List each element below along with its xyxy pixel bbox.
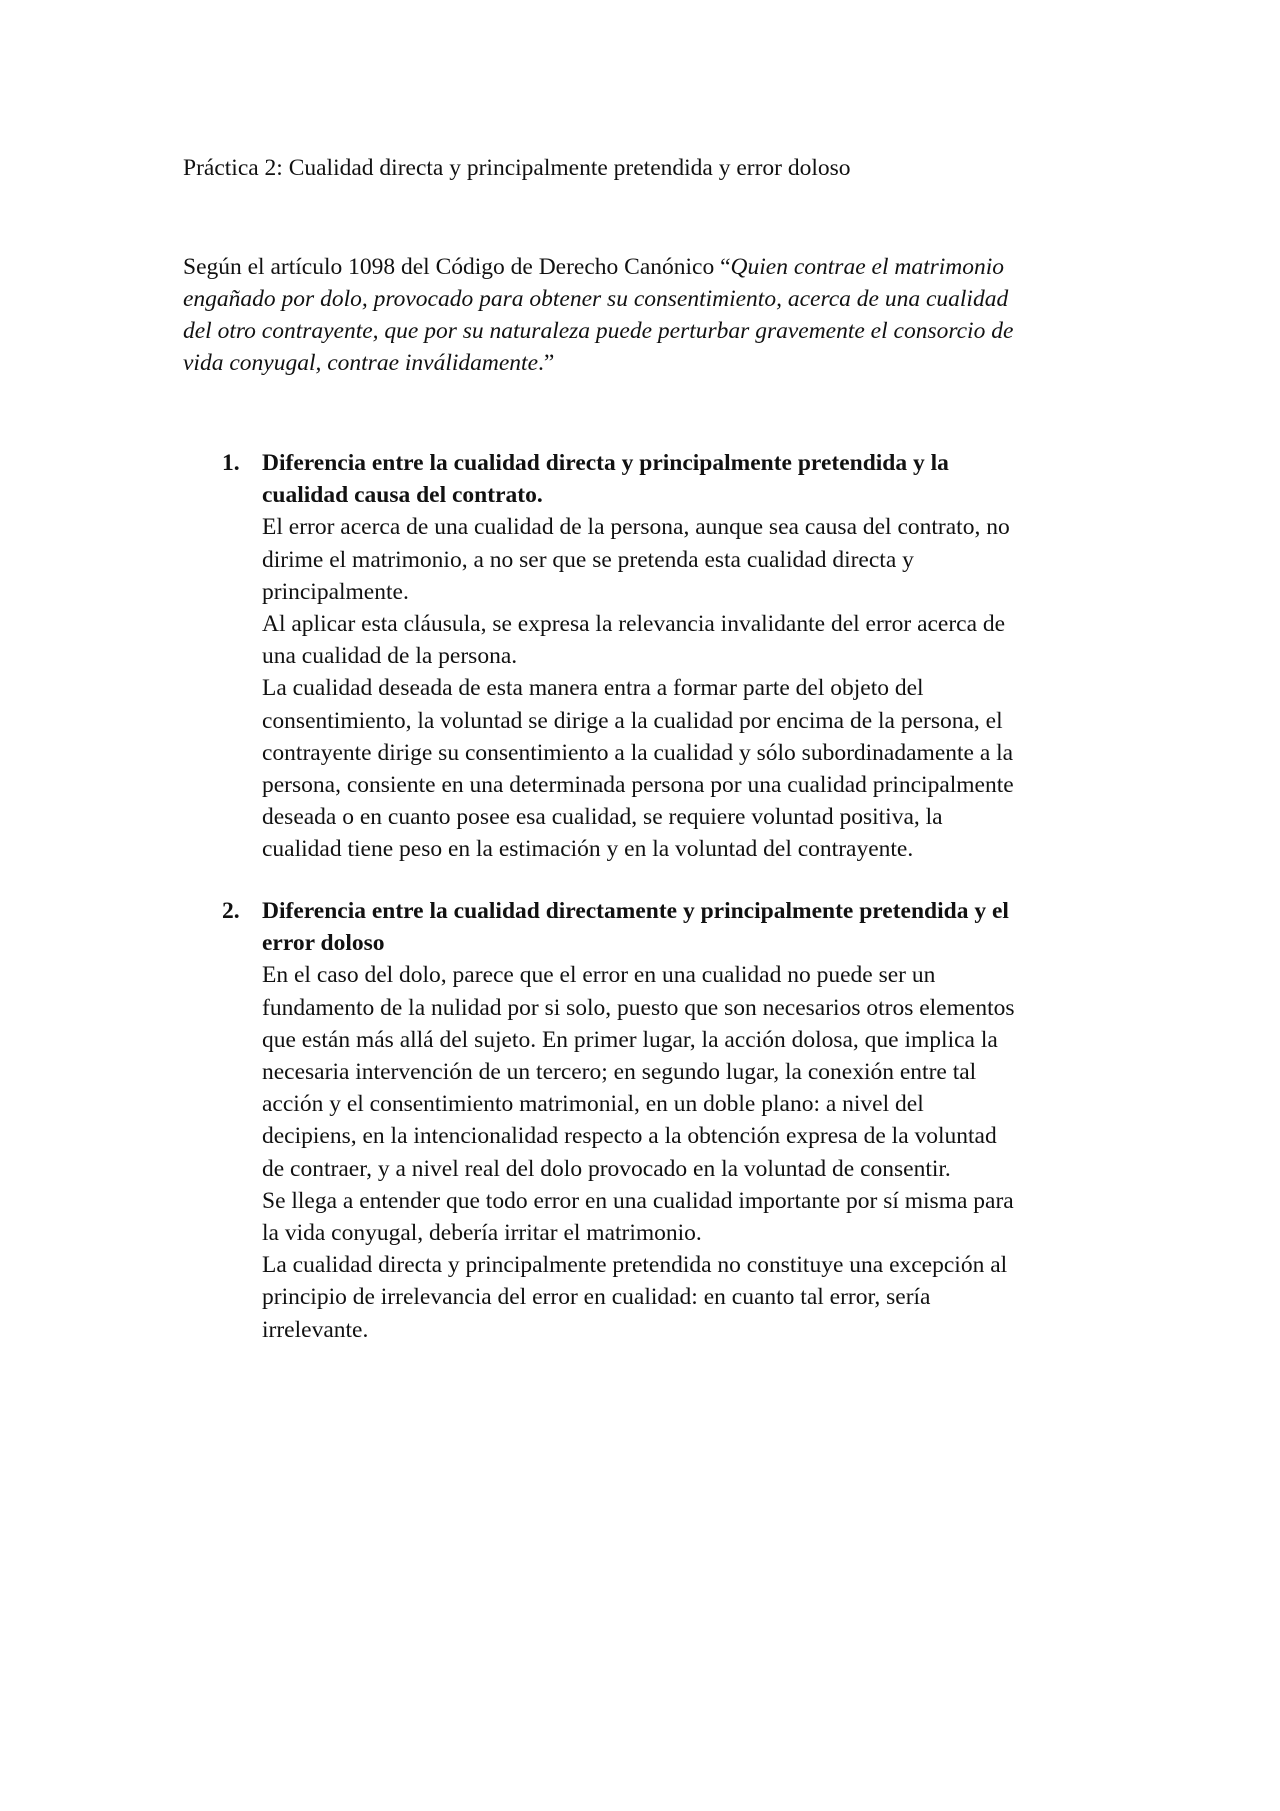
paragraph-line: En el caso del dolo, parece que el error en una cualidad no puede ser un — [262, 962, 936, 989]
paragraph-line: deseada o en cuanto posee esa cualidad, se requiere voluntad positiva, la — [262, 804, 943, 831]
quote-text: engañado por dolo, provocado para obtener su consentimiento, acerca de una cualidad — [183, 286, 1009, 312]
paragraph-line: contrayente dirige su consentimiento a la cualidad y sólo subordinadamente a la — [262, 739, 1014, 766]
list-item-heading: Diferencia entre la cualidad directa y principalmente pretendida y la — [262, 450, 949, 476]
quote-close: .” — [538, 350, 555, 376]
intro-line — [183, 251, 1123, 283]
paragraph-line: Se llega a entender que todo error en una cualidad importante por sí misma para — [262, 1187, 1014, 1214]
list-item-heading: error doloso — [262, 930, 385, 957]
paragraph-line: acción y el consentimiento matrimonial, en un doble plano: a nivel del — [262, 1091, 924, 1118]
paragraph-line: principio de irrelevancia del error en cualidad: en cuanto tal error, sería — [262, 1284, 931, 1311]
paragraph-line: La cualidad directa y principalmente pretendida no constituye una excepción al — [262, 1252, 1008, 1279]
paragraph-line: dirime el matrimonio, a no ser que se pretenda esta cualidad directa y — [262, 546, 914, 573]
paragraph-line: la vida conyugal, debería irritar el matrimonio. — [262, 1220, 702, 1247]
intro-line — [183, 315, 1123, 347]
paragraph-line: principalmente. — [262, 578, 409, 605]
paragraph-line: que están más allá del sujeto. En primer lugar, la acción dolosa, que implica la — [262, 1026, 998, 1053]
quote-text: vida conyugal, contrae inválidamente — [183, 350, 539, 376]
intro-line — [183, 283, 1123, 315]
list-item-heading: cualidad causa del contrato. — [262, 482, 543, 509]
list-item-number: 2. — [222, 898, 240, 924]
paragraph-line: una cualidad de la persona. — [262, 643, 518, 670]
list-item-number: 1. — [222, 450, 240, 476]
paragraph-line: El error acerca de una cualidad de la persona, aunque sea causa del contrato, no — [262, 514, 1010, 541]
paragraph-line: persona, consiente en una determinada persona por una cualidad principalmente — [262, 772, 1014, 799]
paragraph-line: fundamento de la nulidad por si solo, puesto que son necesarios otros elementos — [262, 994, 1015, 1021]
intro-lead: Según el artículo 1098 del Código de Derecho Canónico “ — [183, 254, 731, 280]
intro-line — [183, 347, 1123, 379]
paragraph-line: Al aplicar esta cláusula, se expresa la relevancia invalidante del error acerca de — [262, 611, 1006, 638]
page-title: Práctica 2: Cualidad directa y principalmente pretendida y error doloso — [183, 155, 851, 181]
paragraph-line: consentimiento, la voluntad se dirige a la cualidad por encima de la persona, el — [262, 707, 1003, 734]
quote-text: del otro contrayente, que por su naturaleza puede perturbar gravemente el consorcio de — [183, 318, 1014, 344]
paragraph-line: irrelevante. — [262, 1316, 369, 1343]
list-item-heading: Diferencia entre la cualidad directamente y principalmente pretendida y el — [262, 898, 1009, 924]
list-item-body — [262, 895, 1122, 1346]
paragraph-line: decipiens, en la intencionalidad respecto a la obtención expresa de la voluntad — [262, 1123, 997, 1150]
quote-text: Quien contrae el matrimonio — [730, 254, 1005, 280]
paragraph-line: La cualidad deseada de esta manera entra a formar parte del objeto del — [262, 675, 924, 702]
paragraph-line: necesaria intervención de un tercero; en segundo lugar, la conexión entre tal — [262, 1059, 977, 1086]
list-item-body — [262, 447, 1122, 866]
intro-paragraph — [183, 251, 1123, 379]
paragraph-line: cualidad tiene peso en la estimación y en la voluntad del contrayente. — [262, 836, 914, 863]
paragraph-line: de contraer, y a nivel real del dolo provocado en la voluntad de consentir. — [262, 1155, 951, 1182]
